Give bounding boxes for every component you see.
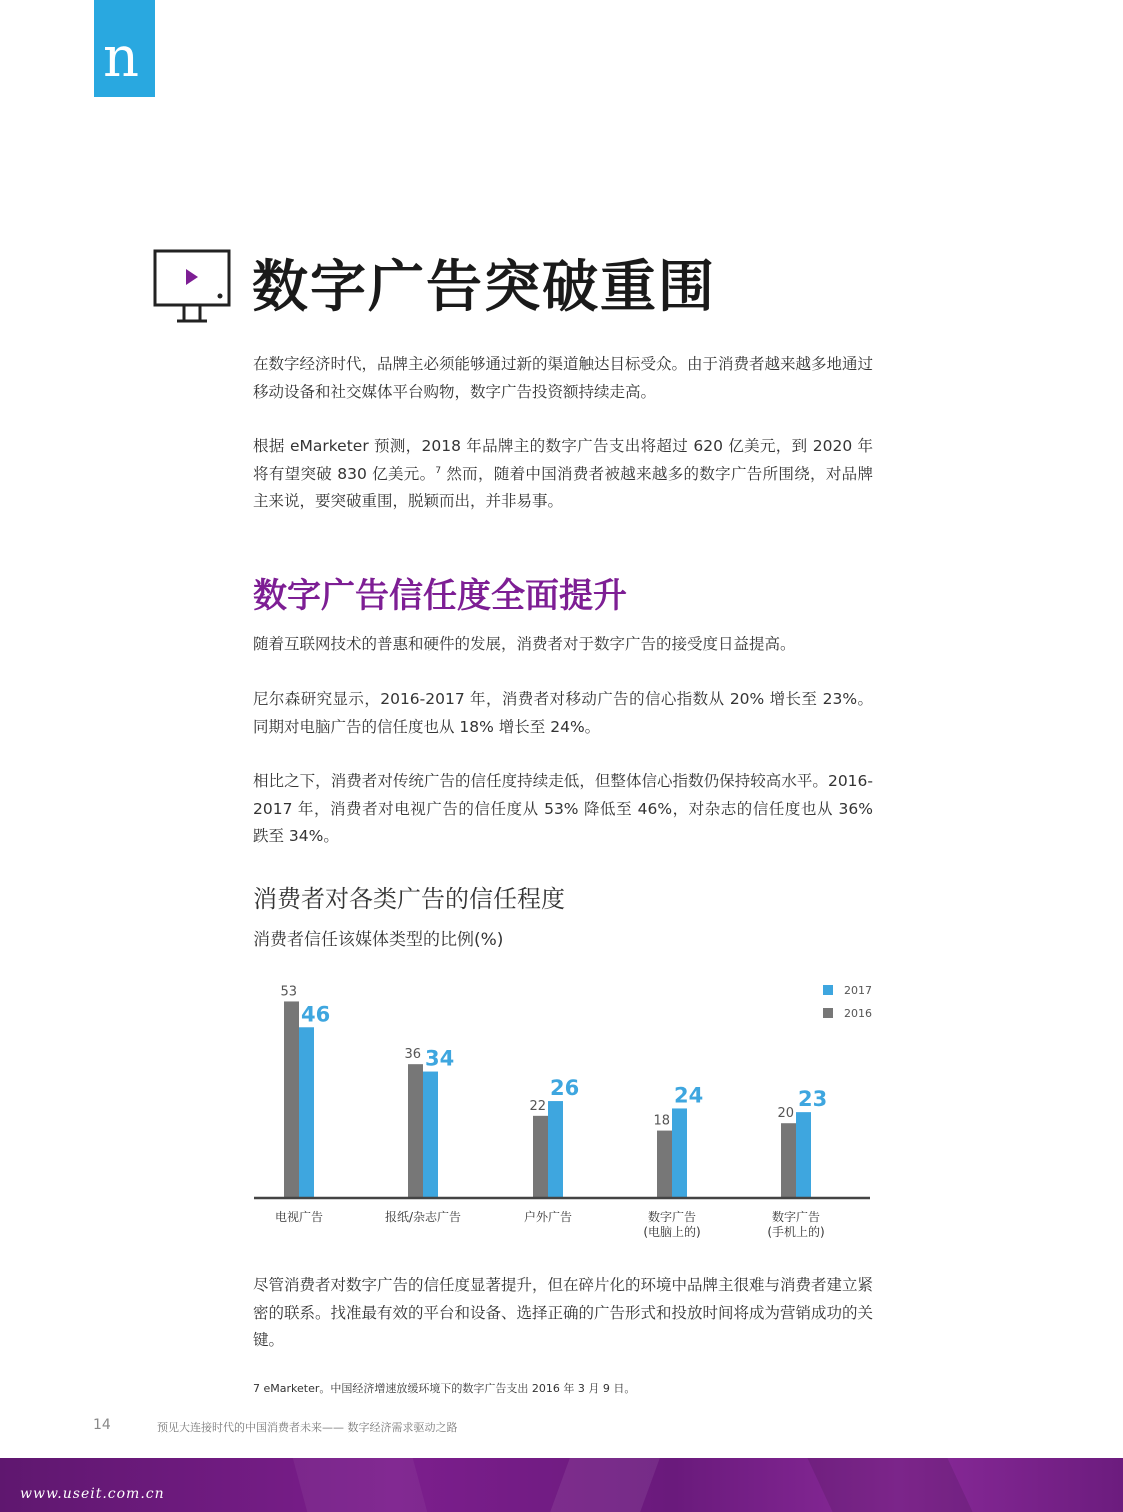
data-label-2016: 18 <box>653 1113 670 1129</box>
bar-2017 <box>548 1101 563 1197</box>
intro-paragraph-2-cont: 然而，随着中国消费者被越来越多的数字广告所围绕，对品牌主来说，要突破重围，脱颖而出，并非易事。 <box>253 464 873 510</box>
category-label: (电脑上的) <box>643 1225 701 1239</box>
category-label: 数字广告 <box>771 1210 821 1224</box>
intro-paragraph-1: 在数字经济时代，品牌主必须能够通过新的渠道触达目标受众。由于消费者越来越多地通过移动设备和社交媒体平台购物，数字广告投资额持续走高。 <box>253 355 874 401</box>
page-title: 数字广告突破重围 <box>252 255 716 320</box>
category-label: 数字广告 <box>647 1210 697 1224</box>
data-label-2017: 24 <box>674 1083 704 1108</box>
data-label-2016: 20 <box>777 1106 794 1122</box>
bar-2017 <box>423 1072 438 1197</box>
bar-2016 <box>408 1064 423 1197</box>
bar-2016 <box>657 1131 672 1197</box>
legend-swatch-2016 <box>823 1008 833 1018</box>
data-label-2017: 46 <box>301 1002 331 1027</box>
intro-paragraph-2-text: 根据 eMarketer 预测，2018 年品牌主的数字广告支出将超过 620 亿美元，到 2020 年将有望突破 830 亿美元。 <box>253 437 873 483</box>
bar-2017 <box>796 1112 811 1197</box>
bottom-decorative-band <box>0 1458 1123 1512</box>
logo-letter: n <box>103 25 140 90</box>
footnote: 7 eMarketer。中国经济增速放缓环境下的数字广告支出 2016 年 3 月 9 日。 <box>253 1382 636 1395</box>
bar-2017 <box>672 1108 687 1197</box>
footer-text: 预见大连接时代的中国消费者未来—— 数字经济需求驱动之路 <box>157 1421 458 1434</box>
intro-paragraph-2 <box>253 433 873 516</box>
data-label-2017: 23 <box>798 1087 828 1112</box>
category-label: 户外广告 <box>523 1210 573 1224</box>
section-paragraph-1: 随着互联网技术的普惠和硬件的发展，消费者对于数字广告的接受度日益提高。 <box>253 635 796 653</box>
section-paragraph-2: 尼尔森研究显示，2016-2017 年，消费者对移动广告的信心指数从 20% 增长至 23%。同期对电脑广告的信任度也从 18% 增长至 24%。 <box>253 690 873 736</box>
data-label-2016: 22 <box>529 1098 546 1114</box>
section-paragraph-3: 相比之下，消费者对传统广告的信任度持续走低，但整体信心指数仍保持较高水平。2016-2017 年，消费者对电视广告的信任度从 53% 降低至 46%，对杂志的信任度也从 36% 跌至 34%。 <box>253 772 873 845</box>
data-label-2016: 36 <box>404 1047 421 1063</box>
bar-2016 <box>781 1123 796 1197</box>
bar-2016 <box>284 1001 299 1197</box>
data-label-2016: 53 <box>280 984 297 1000</box>
legend-label-2016: 2016 <box>844 1007 872 1020</box>
legend-label-2017: 2017 <box>844 984 872 997</box>
category-label: 电视广告 <box>274 1210 324 1224</box>
data-label-2017: 26 <box>550 1076 580 1101</box>
category-label: (手机上的) <box>767 1225 825 1239</box>
section-title: 数字广告信任度全面提升 <box>253 576 627 616</box>
tv-video-icon <box>153 249 233 327</box>
category-label: 报纸/杂志广告 <box>384 1210 462 1224</box>
page-number: 14 <box>93 1417 111 1433</box>
bar-2017 <box>299 1027 314 1197</box>
bar-2016 <box>533 1116 548 1197</box>
watermark: www.useit.com.cn <box>20 1486 165 1502</box>
closing-paragraph: 尽管消费者对数字广告的信任度显著提升，但在碎片化的环境中品牌主很难与消费者建立紧密的联系。找准最有效的平台和设备、选择正确的广告形式和投放时间将成为营销成功的关键。 <box>253 1276 874 1349</box>
nielsen-logo <box>94 0 155 97</box>
footnote-ref: 7 <box>435 465 442 476</box>
chart-title: 消费者对各类广告的信任程度 <box>253 885 565 913</box>
chart-subtitle: 消费者信任该媒体类型的比例(%) <box>253 930 504 950</box>
data-label-2017: 34 <box>425 1046 455 1071</box>
trust-bar-chart <box>250 975 880 1245</box>
legend-swatch-2017 <box>823 985 833 995</box>
